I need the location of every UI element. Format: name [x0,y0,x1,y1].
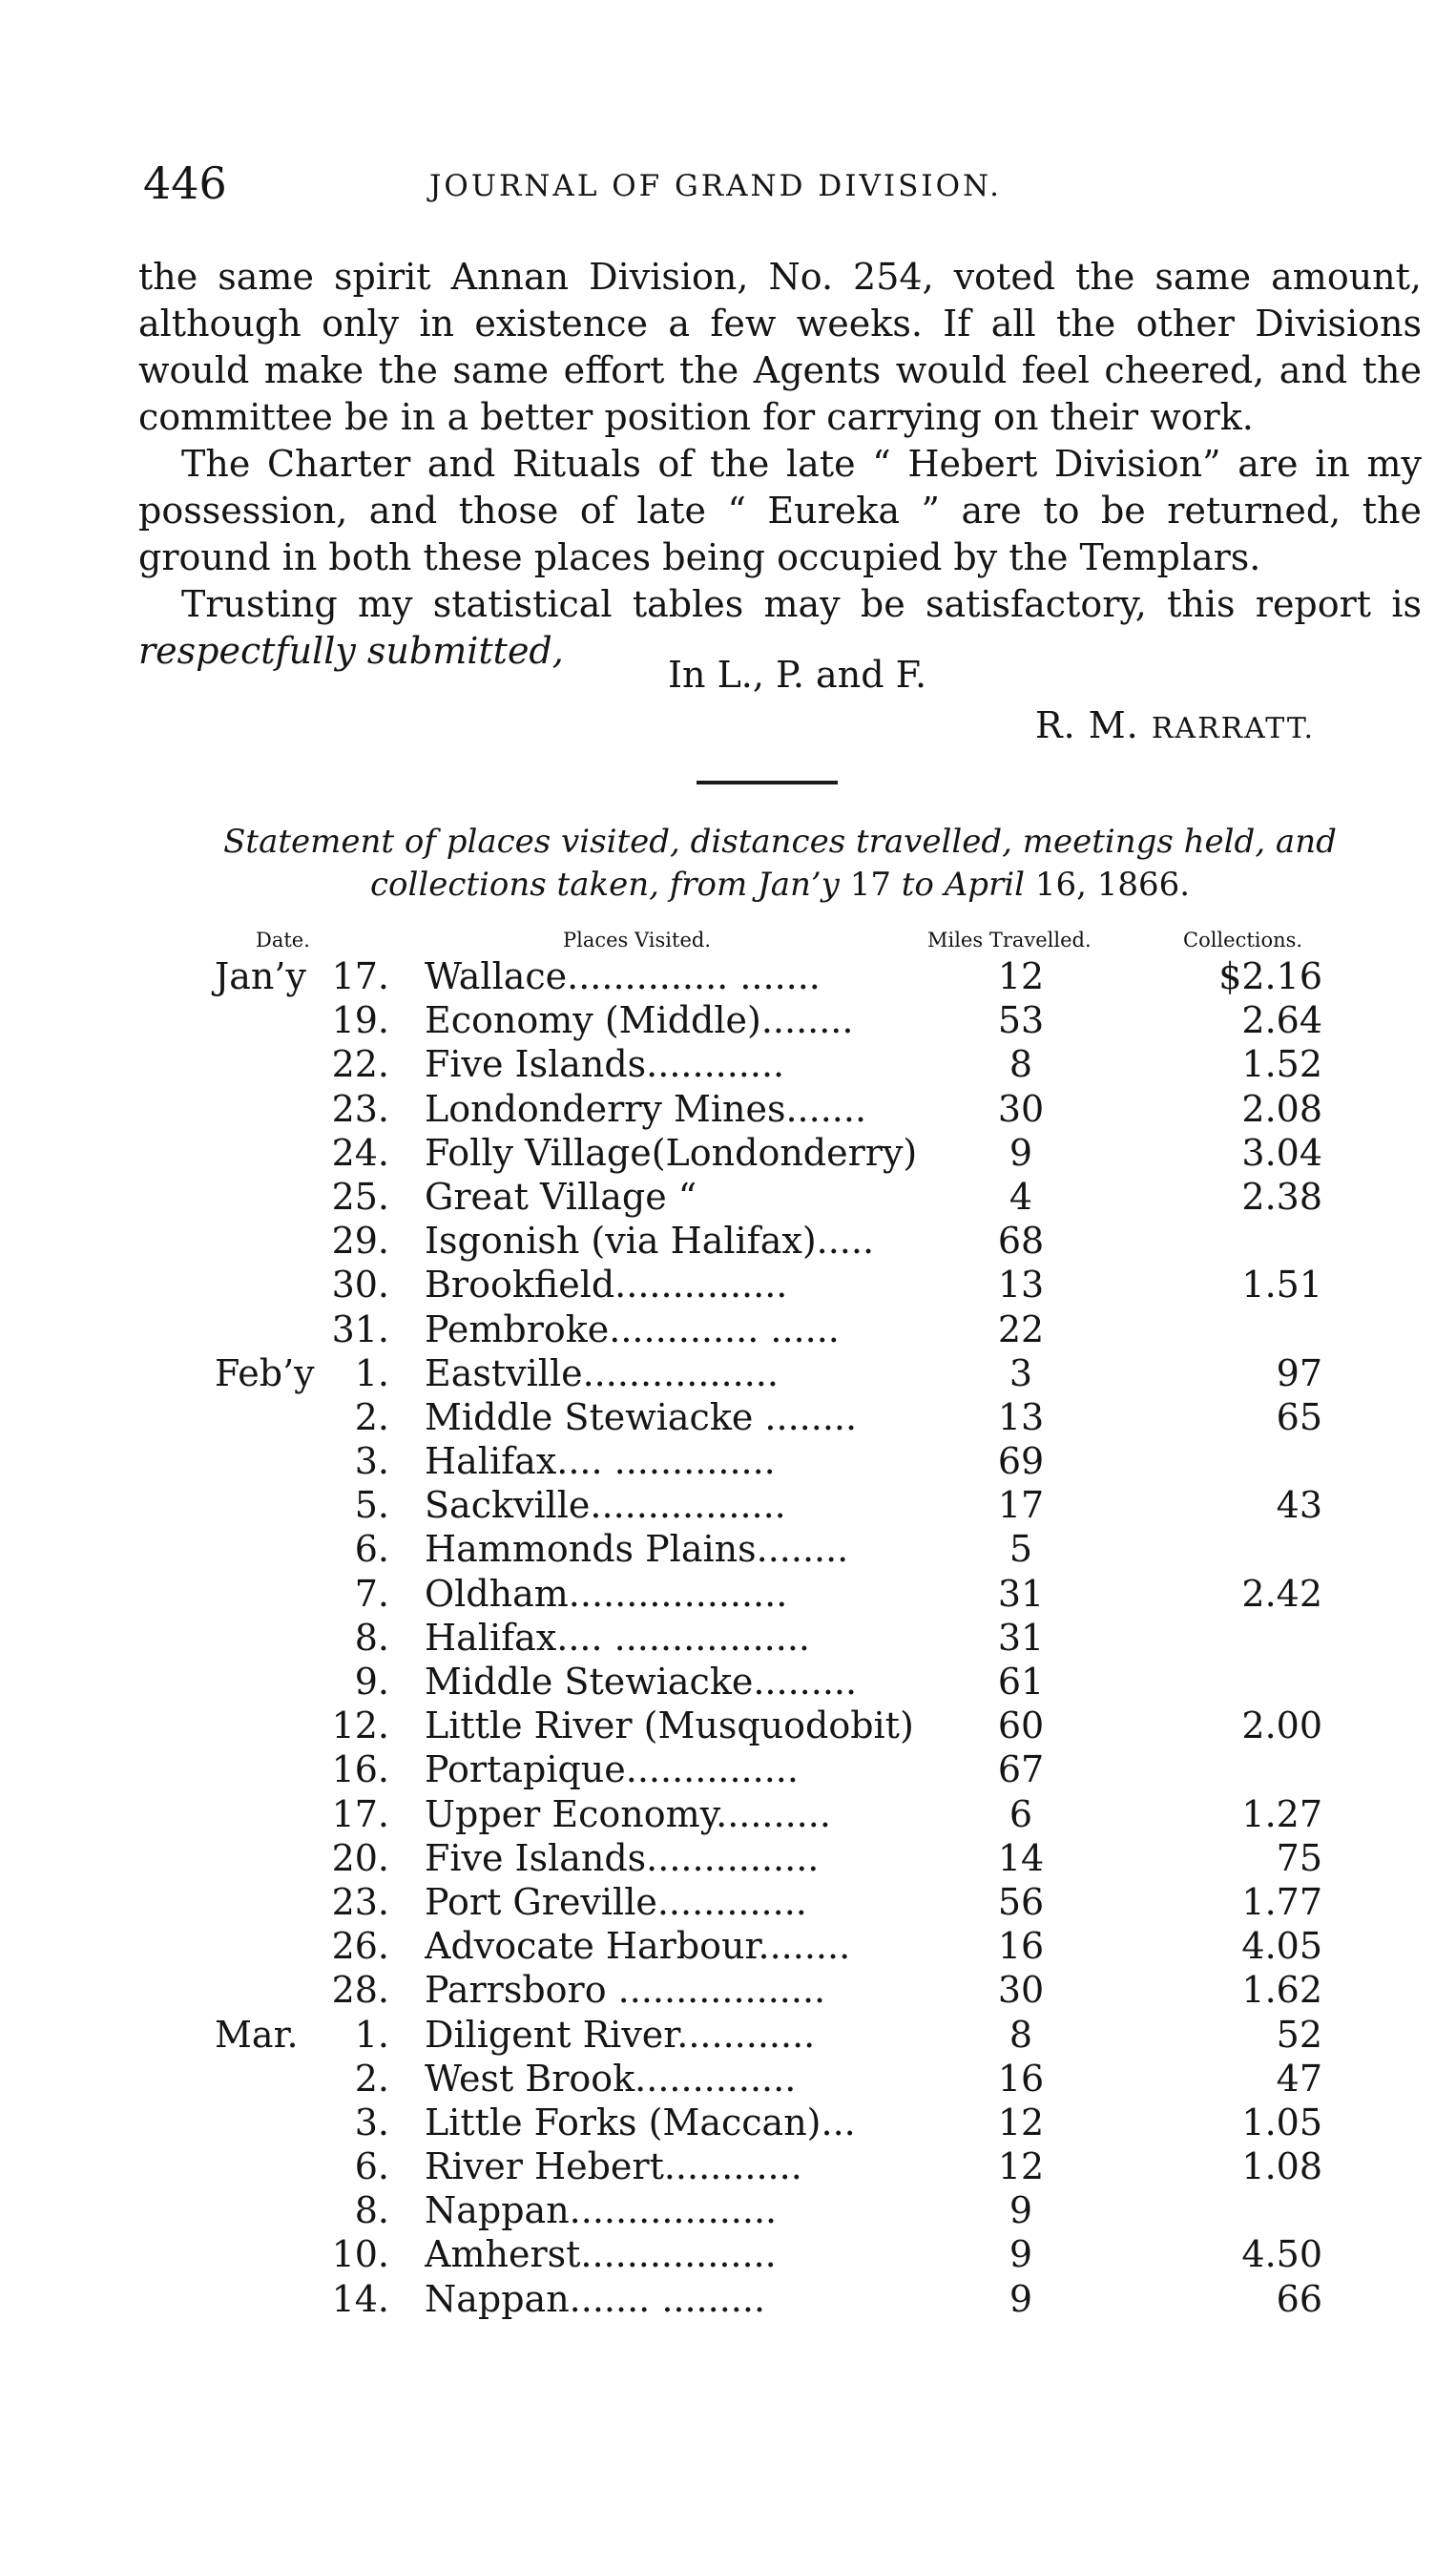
table-row [0,1219,1456,1263]
paragraph-charter: The Charter and Rituals of the late “ Hebert Division” are in my possession, and those of late “ Eureka ” are to be returned, the ground in both these places being occupied by the Templars. [138,443,1422,578]
miles-travelled: 67 [997,1748,1045,1791]
table-row [0,1704,1456,1747]
place-name: Halifax.... ................. [425,1616,810,1659]
collection-amount: 2.42 [1241,1572,1322,1615]
date-day: 25. [331,1175,389,1218]
signature-initials: R. M. [1035,704,1152,746]
paragraph-continued: the same spirit Annan Division, No. 254, voted the same amount, although only in existence a few weeks. If all the other Divisions would make the same effort the Agents would feel cheered, and the committee be in a better position for carrying on their work. [138,256,1422,438]
date-day: 12. [331,1704,389,1747]
date-day: 9. [354,1661,389,1703]
miles-travelled: 8 [1009,2013,1033,2056]
miles-travelled: 31 [997,1572,1045,1615]
miles-travelled: 13 [997,1395,1045,1438]
table-row [0,2277,1456,2321]
table-row [0,1836,1456,1880]
miles-travelled: 61 [997,1661,1045,1703]
miles-travelled: 69 [997,1440,1045,1483]
collection-amount: 4.05 [1241,1925,1322,1968]
place-name: Sackville................. [425,1484,786,1527]
column-header-collections: Collections. [1183,929,1303,951]
miles-travelled: 14 [997,1836,1045,1879]
table-row [0,2144,1456,2188]
table-row [0,1527,1456,1571]
miles-travelled: 68 [997,1220,1045,1263]
table-row [0,1968,1456,2012]
caption-text-d: 16, 1866. [1034,866,1191,904]
collection-amount: 1.77 [1241,1880,1322,1923]
place-name: Port Greville............. [425,1880,807,1923]
miles-travelled: 3 [1009,1351,1033,1394]
date-day: 1. [354,2013,389,2056]
date-day: 6. [354,2145,389,2188]
date-month: Mar. [215,2013,299,2056]
collection-amount: 1.62 [1241,1969,1322,2012]
place-name: Isgonish (via Halifax)..... [425,1220,875,1263]
table-row [0,998,1456,1042]
date-day: 16. [331,1748,389,1791]
date-day: 1. [354,1351,389,1394]
date-day: 6. [354,1528,389,1571]
table-row [0,1483,1456,1527]
collection-amount: 1.05 [1241,2101,1322,2143]
place-name: Halifax.... .............. [425,1440,776,1483]
miles-travelled: 9 [1009,2233,1033,2276]
running-head: JOURNAL OF GRAND DIVISION. [429,169,1002,203]
miles-travelled: 8 [1009,1043,1033,1086]
page-number: 446 [143,157,227,209]
collection-amount: 65 [1276,1395,1322,1438]
miles-travelled: 22 [997,1307,1045,1350]
collection-amount: 3.04 [1241,1131,1322,1174]
miles-travelled: 60 [997,1704,1045,1747]
miles-travelled: 16 [997,1925,1045,1968]
miles-travelled: 9 [1009,2189,1033,2232]
caption-text-a: Statement of places visited, distances travelled, meetings held, and collections taken, from Jan’y [223,823,1337,904]
table-row [0,954,1456,998]
place-name: Five Islands............... [425,1836,820,1879]
place-name: Middle Stewiacke ........ [425,1395,858,1438]
table-row [0,2057,1456,2101]
place-name: Diligent River............ [425,2013,816,2056]
table-row [0,1307,1456,1351]
table-row [0,1439,1456,1483]
date-month: Jan’y [215,955,306,997]
table-row [0,1175,1456,1219]
date-day: 29. [331,1220,389,1263]
collection-amount: 75 [1276,1836,1322,1879]
date-month: Feb’y [215,1351,315,1394]
collection-amount: 43 [1276,1484,1322,1527]
report-body [138,254,1422,675]
table-row [0,1792,1456,1836]
table-row [0,1924,1456,1968]
date-day: 26. [331,1925,389,1968]
column-header-miles: Miles Travelled. [927,929,1092,951]
table-row [0,1660,1456,1704]
date-day: 30. [331,1264,389,1307]
date-day: 7. [354,1572,389,1615]
caption-text-b: 17 [849,866,891,904]
collection-amount: 97 [1276,1351,1322,1394]
miles-travelled: 13 [997,1264,1045,1307]
date-day: 19. [331,999,389,1042]
table-row [0,1263,1456,1307]
table-row [0,1572,1456,1616]
date-day: 23. [331,1880,389,1923]
signature [1035,704,1315,746]
place-name: Upper Economy.......... [425,1792,831,1835]
place-name: Nappan....... ......... [425,2277,766,2320]
closing-text-italic: respectfully submitted, [138,630,564,672]
miles-travelled: 30 [997,1087,1045,1130]
place-name: Five Islands............ [425,1043,785,1086]
place-name: River Hebert............ [425,2145,802,2188]
collection-amount: 2.38 [1241,1175,1322,1218]
table-caption [134,821,1426,907]
table-row [0,1616,1456,1660]
table-row [0,2188,1456,2232]
date-day: 2. [354,1395,389,1438]
place-name: Great Village “ [425,1175,697,1218]
date-day: 8. [354,1616,389,1659]
date-day: 2. [354,2057,389,2100]
collection-amount: 47 [1276,2057,1322,2100]
date-day: 22. [331,1043,389,1086]
collection-amount: 1.08 [1241,2145,1322,2188]
place-name: Pembroke............. ...... [425,1307,840,1350]
column-header-places: Places Visited. [563,929,711,951]
table-row [0,1880,1456,1924]
miles-travelled: 31 [997,1616,1045,1659]
miles-travelled: 12 [997,955,1045,997]
collection-amount: 1.51 [1241,1264,1322,1307]
collection-amount: 2.64 [1241,999,1322,1042]
closing-text: Trusting my statistical tables may be satisfactory, this report is [181,583,1422,625]
miles-travelled: 16 [997,2057,1045,2100]
place-name: West Brook.............. [425,2057,797,2100]
date-day: 17. [331,955,389,997]
table-row [0,1087,1456,1131]
table-row [0,1395,1456,1439]
place-name: Eastville................. [425,1351,779,1394]
collection-amount: $2.16 [1218,955,1322,997]
miles-travelled: 17 [997,1484,1045,1527]
date-day: 5. [354,1484,389,1527]
miles-travelled: 5 [1009,1528,1033,1571]
date-day: 31. [331,1307,389,1350]
table-row [0,1351,1456,1395]
table-row [0,1747,1456,1791]
place-name: Portapique............... [425,1748,799,1791]
place-name: Amherst................. [425,2233,777,2276]
place-name: Little River (Musquodobit) [425,1704,914,1747]
table-row [0,2013,1456,2057]
miles-travelled: 4 [1009,1175,1033,1218]
page-header [143,157,1412,215]
place-name: Brookfield............... [425,1264,788,1307]
place-name: Advocate Harbour........ [425,1925,851,1968]
date-day: 14. [331,2277,389,2320]
place-name: Little Forks (Maccan)... [425,2101,856,2143]
date-day: 10. [331,2233,389,2276]
date-day: 3. [354,1440,389,1483]
table-row [0,2101,1456,2144]
miles-travelled: 9 [1009,2277,1033,2320]
place-name: Londonderry Mines....... [425,1087,867,1130]
place-name: Economy (Middle)........ [425,999,854,1042]
signature-surname: RARRATT. [1151,712,1315,745]
miles-travelled: 30 [997,1969,1045,2012]
date-day: 3. [354,2101,389,2143]
section-divider [697,781,838,784]
date-day: 8. [354,2189,389,2232]
date-day: 28. [331,1969,389,2012]
place-name: Folly Village(Londonderry) [425,1131,918,1174]
collection-amount: 1.52 [1241,1043,1322,1086]
caption-text-c: to April [890,866,1035,904]
table-row [0,1131,1456,1175]
date-day: 24. [331,1131,389,1174]
table-row [0,2232,1456,2276]
collection-amount: 2.08 [1241,1087,1322,1130]
collection-amount: 52 [1276,2013,1322,2056]
valediction: In L., P. and F. [668,654,927,696]
place-name: Wallace.............. ....... [425,955,821,997]
miles-travelled: 53 [997,999,1045,1042]
miles-travelled: 12 [997,2145,1045,2188]
column-header-date: Date. [256,929,310,951]
place-name: Hammonds Plains........ [425,1528,849,1571]
collection-amount: 66 [1276,2277,1322,2320]
miles-travelled: 9 [1009,1131,1033,1174]
collection-amount: 1.27 [1241,1792,1322,1835]
date-day: 17. [331,1792,389,1835]
miles-travelled: 12 [997,2101,1045,2143]
place-name: Parrsboro .................. [425,1969,826,2012]
place-name: Middle Stewiacke......... [425,1661,858,1703]
date-day: 23. [331,1087,389,1130]
miles-travelled: 6 [1009,1792,1033,1835]
place-name: Oldham................... [425,1572,788,1615]
collection-amount: 2.00 [1241,1704,1322,1747]
table-row [0,1042,1456,1086]
date-day: 20. [331,1836,389,1879]
visits-table [0,954,1456,2321]
miles-travelled: 56 [997,1880,1045,1923]
collection-amount: 4.50 [1241,2233,1322,2276]
place-name: Nappan.................. [425,2189,778,2232]
